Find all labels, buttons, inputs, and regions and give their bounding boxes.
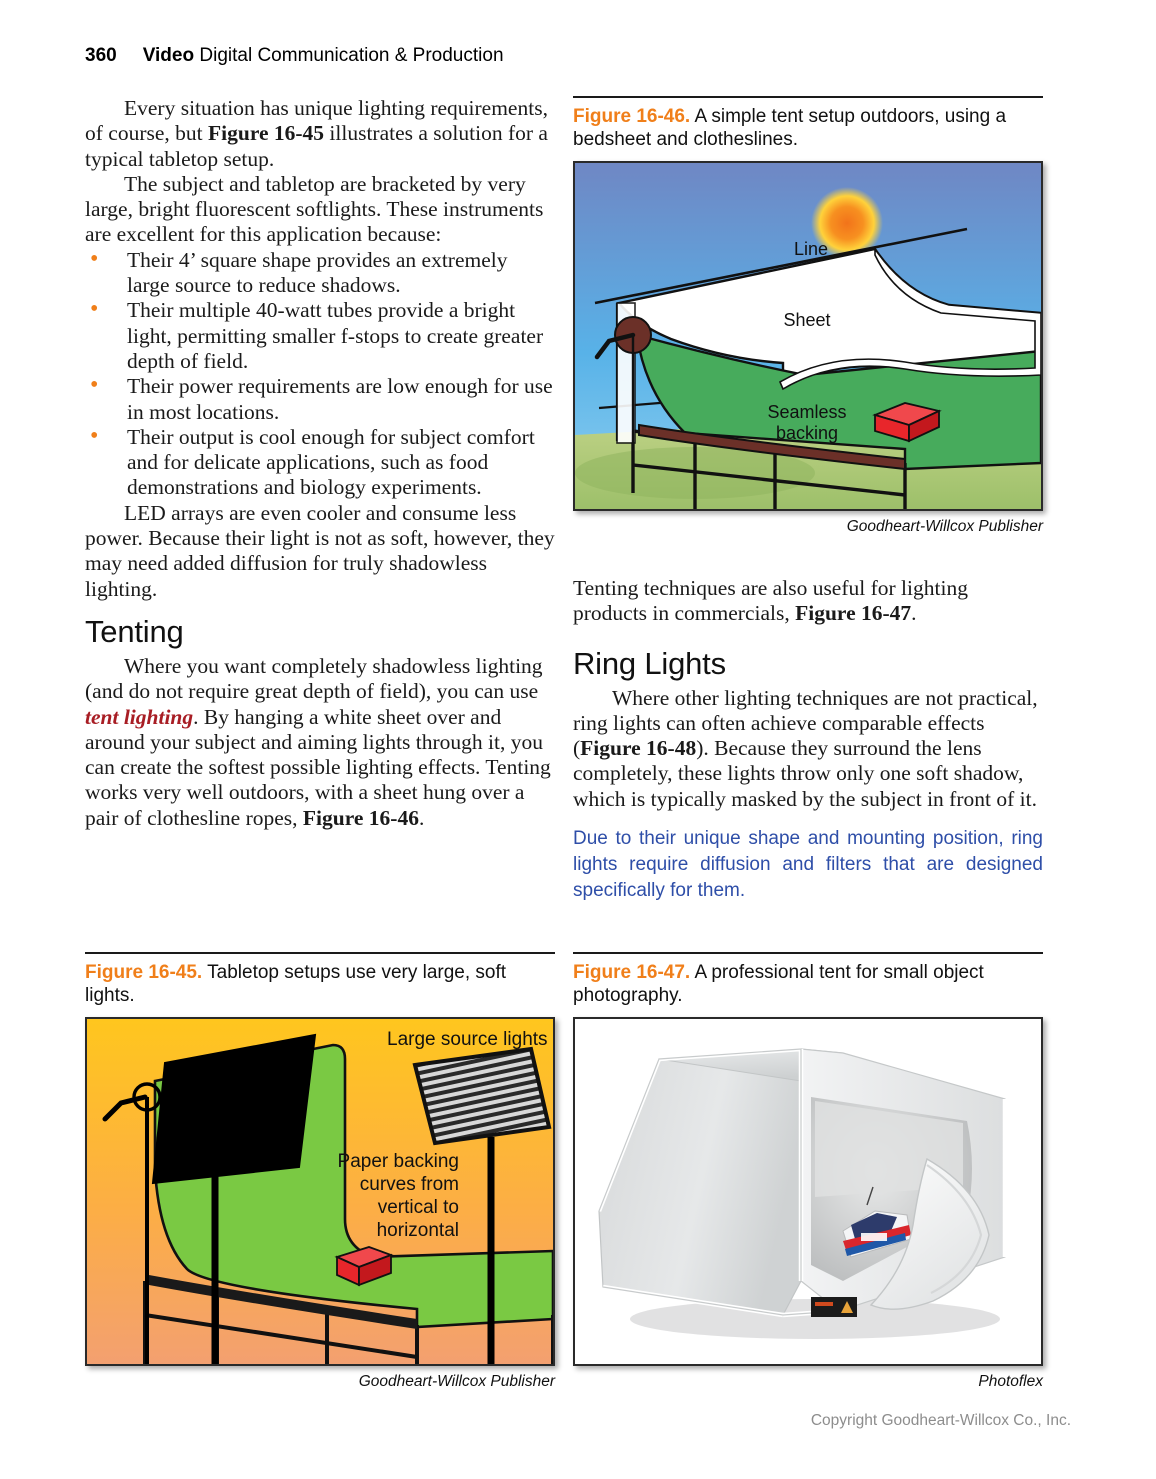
label-paper-4: horizontal: [376, 1220, 459, 1241]
rpara2-part-c: ). Because they surround the lens completely, these lights throw only one soft shadow, which is typically masked by the subject in front of it.: [573, 736, 1037, 811]
figure-label: Figure 16-46.: [573, 106, 691, 127]
figure-caption: [85, 961, 555, 1007]
figure-image-16-46: [573, 161, 1043, 511]
rpara1-part-c: .: [911, 601, 917, 626]
figure-16-45: [85, 952, 555, 1391]
book-title-rest: Digital Communication & Production: [194, 45, 504, 66]
para4-part-b: . By hanging a white sheet over and around your subject and aiming lights through it, you can create the softest possible lighting effects. Tenting works very well outdoors, with a sheet hung over a pair of clothesline ropes,: [85, 704, 551, 830]
paragraph-1: [85, 96, 555, 172]
key-term-tent-lighting: tent lighting: [85, 704, 194, 729]
page-number: 360: [85, 45, 117, 66]
tabletop-setup-illustration: [87, 1019, 553, 1364]
figure-caption: [573, 105, 1043, 151]
rpara2-part-a: Where other lighting techniques are not practical, ring lights can often achieve comparable effects (: [573, 685, 1038, 761]
figure-credit: Goodheart-Willcox Publisher: [358, 1373, 555, 1390]
label-sheet: Sheet: [783, 310, 831, 330]
benefits-list: [85, 248, 555, 501]
book-title-bold: Video: [142, 45, 195, 66]
paragraph-4: [85, 654, 555, 831]
para1-part-c: illustrates a solution for a typical tabletop setup.: [85, 121, 548, 171]
paragraph-3: LED arrays are even cooler and consume less power. Because their light is not as soft, however, they may need added diffusion for truly shadowless lighting.: [85, 500, 555, 601]
label-paper-2: curves from: [359, 1174, 459, 1195]
blue-note: Due to their unique shape and mounting position, ring lights require diffusion and filters that are designed specifically for them.: [573, 828, 1043, 902]
figure-credit: Goodheart-Willcox Publisher: [846, 518, 1043, 535]
right-paragraph-2: [573, 686, 1043, 812]
figure-image-16-47: [573, 1017, 1043, 1366]
figure-16-47: [573, 952, 1043, 1391]
label-large-source-lights: Large source lights: [387, 1029, 548, 1050]
running-head: [85, 45, 504, 67]
label-seamless-1: Seamless: [767, 402, 847, 422]
figure-ref-16-48: Figure 16-48: [580, 736, 697, 761]
figure-caption-text: A professional tent for small object photography.: [573, 962, 984, 1006]
heading-tenting: Tenting: [85, 613, 184, 649]
figure-ref-16-47: Figure 16-47: [795, 601, 912, 626]
light-tent-photo: [575, 1019, 1041, 1364]
rpara1-part-a: Tenting techniques are also useful for lighting products in commercials,: [573, 576, 968, 626]
figure-rule: [573, 952, 1043, 954]
para4-part-a: Where you want completely shadowless lighting (and do not require great depth of field), you can use: [85, 653, 543, 704]
tent-outdoor-illustration: [575, 163, 1041, 509]
figure-ref-16-45: Figure 16-45: [208, 121, 325, 146]
figure-ref-16-46: Figure 16-46: [302, 805, 419, 830]
figure-caption-text: Tabletop setups use very large, soft lights.: [85, 962, 507, 1006]
right-paragraph-1: [573, 576, 1043, 627]
label-seamless-2: backing: [775, 423, 839, 443]
label-line: Line: [793, 239, 829, 259]
para4-part-d: .: [418, 805, 425, 830]
list-item: • Their multiple 40-watt tubes provide a bright light, permitting smaller f-stops to create greater depth of field.: [85, 298, 555, 374]
brand-label-tag: [811, 1297, 857, 1317]
right-column-text-top: [573, 576, 1043, 923]
heading-ring-lights: Ring Lights: [573, 645, 726, 681]
paragraph-2: The subject and tabletop are bracketed by very large, bright fluorescent softlights. These instruments are excellent for this application because:: [85, 171, 544, 247]
figure-rule: [85, 952, 555, 954]
left-column: [85, 96, 555, 831]
figure-caption-text: A simple tent setup outdoors, using a bedsheet and clotheslines.: [573, 106, 1007, 150]
figure-label: Figure 16-47.: [573, 962, 691, 983]
figure-rule: [573, 96, 1043, 98]
list-item: • Their power requirements are low enough for use in most locations.: [85, 374, 555, 425]
figure-caption: [573, 961, 1043, 1007]
copyright-footer: Copyright Goodheart-Willcox Co., Inc.: [810, 1412, 1071, 1429]
para1-part-a: Every situation has unique lighting requirements, of course, but: [85, 96, 548, 146]
figure-image-16-45: [85, 1017, 555, 1366]
figure-label: Figure 16-45.: [85, 962, 203, 983]
list-item: • Their output is cool enough for subject comfort and for delicate applications, such as food demonstrations and biology experiments.: [85, 425, 555, 501]
figure-credit: Photoflex: [978, 1373, 1043, 1390]
label-paper-3: vertical to: [377, 1197, 459, 1218]
list-item: • Their 4’ square shape provides an extremely large source to reduce shadows.: [85, 248, 555, 299]
label-paper-1: Paper backing: [337, 1151, 459, 1172]
figure-16-46: [573, 96, 1043, 536]
